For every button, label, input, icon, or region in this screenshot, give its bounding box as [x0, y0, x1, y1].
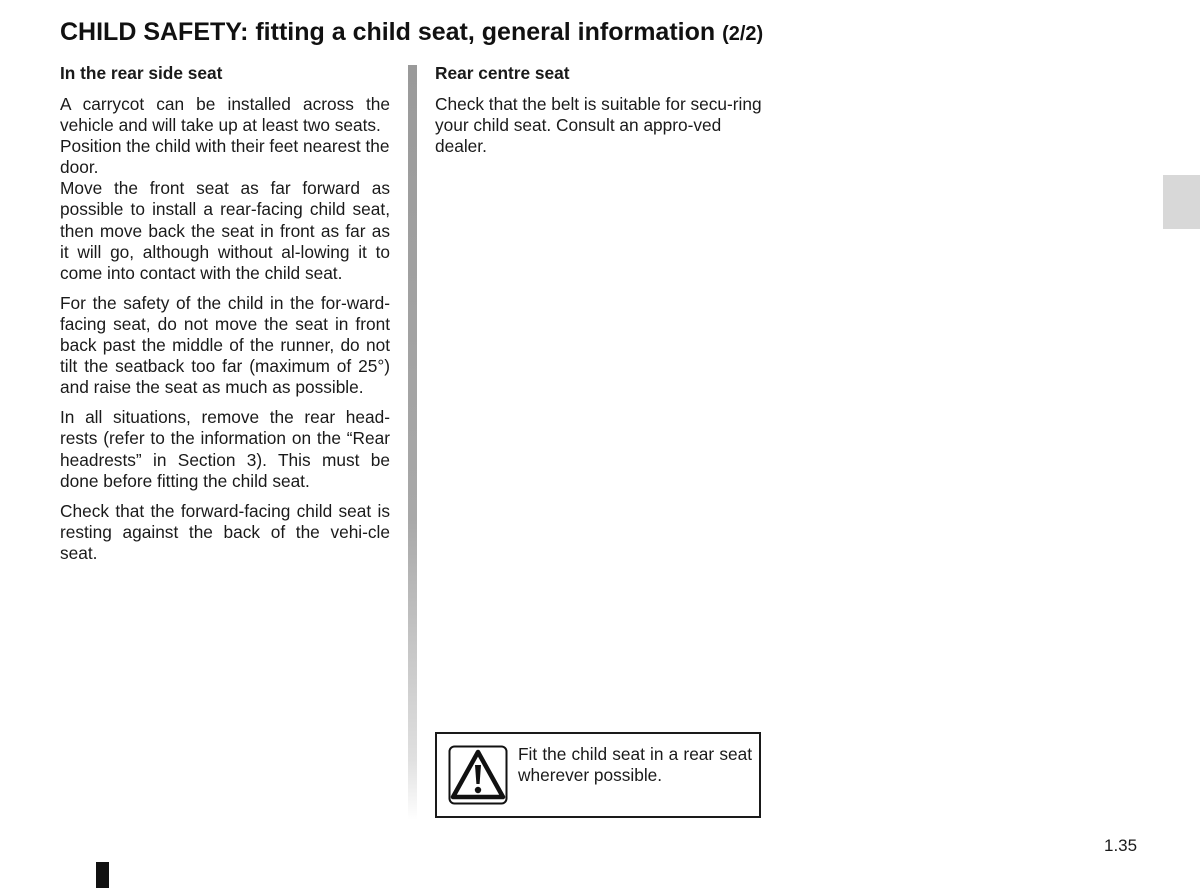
warning-triangle-icon [448, 745, 508, 805]
right-column-heading: Rear centre seat [435, 63, 570, 83]
warning-box [435, 732, 761, 818]
column-divider [408, 65, 417, 820]
warning-text: Fit the child seat in a rear seat wherever possible. [518, 744, 752, 786]
title-part: (2/2) [722, 23, 764, 45]
title-text: CHILD SAFETY: fitting a child seat, general information [60, 18, 716, 46]
left-column [60, 63, 390, 573]
page-number: 1.35 [1104, 836, 1138, 855]
paragraph: Check that the forward-facing child seat is resting against the back of the vehi-cle seat. [60, 500, 390, 563]
section-tab-marker [1163, 175, 1200, 229]
crop-mark [96, 862, 109, 888]
page-title [60, 18, 763, 47]
paragraph: For the safety of the child in the for-ward-facing seat, do not move the seat in front back past the middle of the runner, do not tilt the seatback too far (maximum of 25°) and raise the seat as much as possible. [60, 292, 390, 398]
paragraph: A carrycot can be installed across the vehicle and will take up at least two seats. [60, 94, 390, 136]
left-column-heading: In the rear side seat [60, 63, 223, 83]
paragraph: Position the child with their feet nearest the door. [60, 136, 390, 178]
paragraph: Move the front seat as far forward as possible to install a rear-facing child seat, then move back the seat in front as far as it will go, although without al-lowing it to come into contact with the child seat. [60, 178, 390, 283]
paragraph: Check that the belt is suitable for secu-ring your child seat. Consult an appro-ved dealer. [435, 94, 762, 157]
paragraph: In all situations, remove the rear head-rests (refer to the information on the “Rear headrests” in Section 3). This must be done before fitting the child seat. [60, 407, 390, 491]
right-column [435, 63, 765, 166]
